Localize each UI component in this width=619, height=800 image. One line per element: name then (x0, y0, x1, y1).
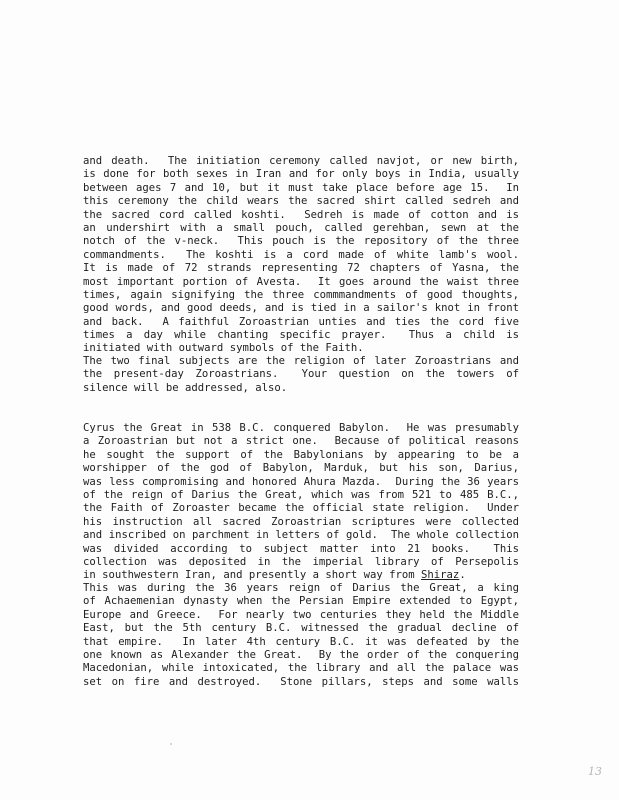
text-line: initiated with outward symbols of the Faith. (83, 342, 364, 355)
text-line: was divided according to subject matter into 21 books. This (83, 542, 519, 555)
text-line: a Zoroastrian but not a strict one. Because of political reasons (83, 435, 519, 448)
text-line: one known as Alexander the Great. By the order of the conquering (83, 648, 519, 661)
page-number-mark: 13 (588, 765, 602, 778)
paragraph-final-subjects (83, 355, 519, 395)
text-line: the Faith of Zoroaster became the official state religion. Under (83, 502, 519, 515)
text-line: and back. A faithful Zoroastrian unties and ties the cord five (83, 315, 519, 328)
text-line: this ceremony the child wears the sacred shirt called sedreh and (83, 195, 519, 208)
text-line: commandments. The koshti is a cord made of white lamb's wool. (83, 248, 519, 261)
text-line: times, again signifying the three commmandments of good thoughts, (83, 288, 519, 301)
text-line: This was during the 36 years reign of Darius the Great, a king (83, 582, 519, 594)
text-line: Macedonian, while intoxicated, the library and all the palace was (83, 662, 519, 675)
text-line: that empire. In later 4th century B.C. it was defeated by the (83, 635, 519, 648)
text-line: an undershirt with a small pouch, called gerehban, sewn at the (83, 221, 519, 234)
paragraph-navjot (83, 155, 519, 356)
text-line: East, but the 5th century B.C. witnessed the gradual decline of (83, 622, 519, 635)
text-line: of Achaemenian dynasty when the Persian Empire extended to Egypt, (83, 595, 519, 608)
text-line: the present-day Zoroastrians. Your question on the towers of (83, 368, 519, 381)
text-line: of the reign of Darius the Great, which was from 521 to 485 B.C., (83, 488, 519, 501)
text-line: the sacred cord called koshti. Sedreh is made of cotton and is (83, 208, 519, 221)
text-line: Europe and Greece. For nearly two centuries they held the Middle (83, 608, 519, 621)
text-line: is done for both sexes in Iran and for only boys in India, usually (83, 168, 519, 181)
text-line: between ages 7 and 10, but it must take place before age 15. In (83, 181, 519, 194)
text-line: was less compromising and honored Ahura Mazda. During the 36 years (83, 475, 519, 488)
text-line: he sought the support of the Babylonians by appearing to be a (83, 448, 519, 461)
text-line: set on fire and destroyed. Stone pillars, steps and some walls (83, 675, 519, 688)
text-line-start: in southwestern Iran, and presently a short way from (83, 569, 422, 582)
text-line: good words, and good deeds, and is tied in a sailor's knot in front (83, 302, 519, 315)
text-line: It is made of 72 strands representing 72 chapters of Yasna, the (83, 262, 519, 275)
text-line: notch of the v-neck. This pouch is the repository of the three (83, 235, 519, 248)
text-line: and death. The initiation ceremony called navjot, or new birth, (83, 155, 519, 167)
text-line: collection was deposited in the imperial library of Persepolis (83, 555, 519, 568)
text-line: and inscribed on parchment in letters of gold. The whole collection (83, 529, 519, 542)
scan-speck (170, 743, 172, 745)
text-line: his instruction all sacred Zoroastrian scriptures were collected (83, 515, 519, 528)
text-line: silence will be addressed, also. (83, 381, 288, 394)
text-line: most important portion of Avesta. It goes around the waist three (83, 275, 519, 288)
text-line (83, 569, 519, 582)
text-line: The two final subjects are the religion of later Zoroastrians and (83, 355, 519, 367)
text-line: worshipper of the god of Babylon, Marduk, but his son, Darius, (83, 462, 519, 475)
text-line: times a day while chanting specific prayer. Thus a child is (83, 329, 519, 342)
paragraph-darius-reign (83, 582, 519, 689)
paragraph-cyrus (83, 422, 519, 583)
underlined-word-shiraz: Shiraz (421, 569, 460, 582)
text-line-end: . (459, 569, 466, 582)
text-line: Cyrus the Great in 538 B.C. conquered Babylon. He was presumably (83, 422, 519, 434)
